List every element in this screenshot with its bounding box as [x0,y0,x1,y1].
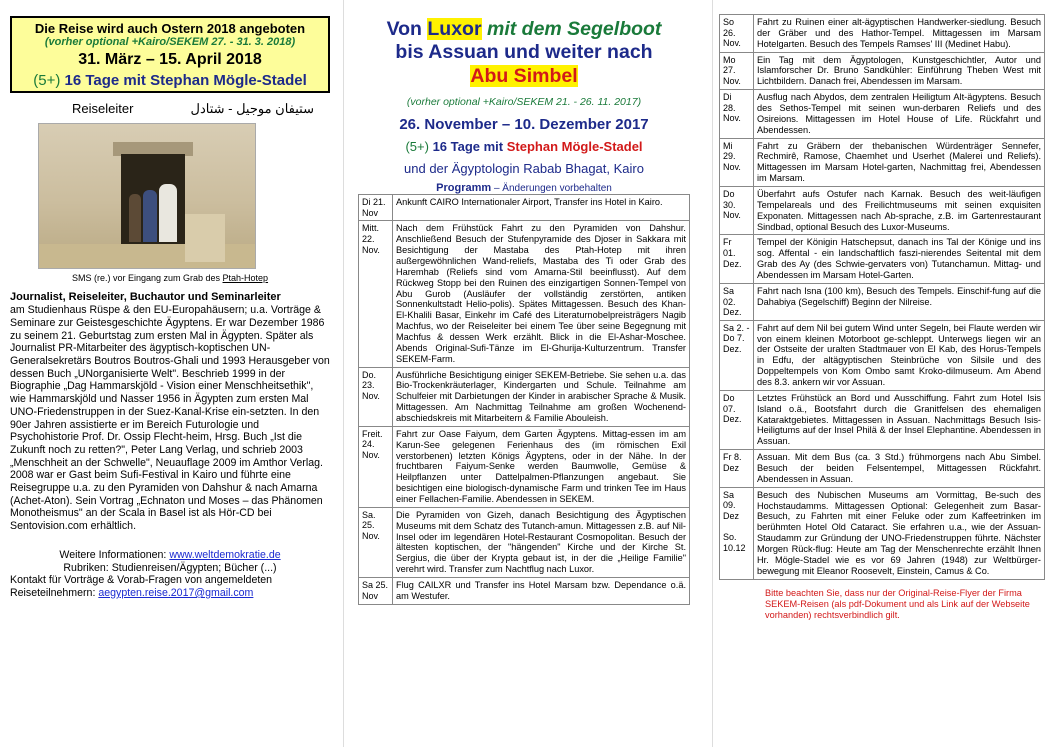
schedule-text: Fahrt zu Ruinen einer alt-ägyptischen Handwerker-siedlung. Besuch der Gräber und des Hathor-Tempel. Mittagessen im Marsam Hotelgarten. Besuch des Tempels Ramses' III (Medinet Habu). [754,15,1045,53]
schedule-date: Di 28. Nov. [720,90,754,138]
egyptologist-line: und der Ägyptologin Rabab Bhagat, Kairo [404,161,644,177]
schedule-row [720,52,1045,90]
schedule-row [359,221,690,367]
schedule-row [720,320,1045,390]
schedule-date: Freit. 24. Nov. [359,426,393,507]
schedule-row [359,578,690,605]
promo-optional: (vorher optional +Kairo/SEKEM 27. - 31. 3. 2018) [44,36,296,48]
schedule-date: Sa 02. Dez. [720,283,754,320]
contact-email-link[interactable]: aegypten.reise.2017@gmail.com [98,586,254,599]
easter-promo-box [10,16,330,93]
bio-text: am Studienhaus Rüspe & den EU-Europahäusern; u.a. Vorträge & Seminare zur Geistesgeschichte Ägyptens. Er war Dezember 1986 zu seinem 21. Geburtstag zum ersten Mal in Ägypten. Später als Journalist PR-Mitarbeiter des ägyptisch-koptischen UN-Generalsekretärs Boutros Boutros-Ghali und 1993 Herausgeber von dessen Buch „UNorganisierte Welt". Beschrieb 1999 in der Biographie „Dag Hammarskjöld - Vision einer Menschheitsethik", wie Hammarskjöld und Nasser 1956 in Ägypten zum ersten Mal UNO-Friedenstruppen in der Suez-Kanal-Krise ein-setzten. In den 90er Jahren assistierte er im Bereich Futurologie und Psychohistorie Prof. Dr. Ossip Flecht-heim, Hrsg. Buch „Ist die Zukunft noch zu retten?", Peter Lang Verlag, und schrieb 2003 „Menschheit an der Schwelle", Neuauflage 2009 im Amthor Verlag. [10,304,330,469]
promo-days-text: 16 Tage mit Stephan Mögle-Stadel [64,72,307,89]
schedule-date: Mi 29. Nov. [720,138,754,186]
title-line-2: bis Assuan und weiter nach [395,41,653,64]
schedule-row [720,487,1045,579]
info-rubriken: Rubriken: Studienreisen/Ägypten; Bücher (...) [63,561,277,574]
schedule-row [720,187,1045,235]
tomb-entrance-photo [38,123,256,269]
promo-days [14,72,326,89]
schedule-row [720,450,1045,488]
schedule-text: Fahrt auf dem Nil bei gutem Wind unter Segeln, bei Flaute werden wir von einem kleinen Motorboot ge-schleppt. Unterwegs liegen wir an der Ostseite der uralten Stadtmauer von El Kab, des Horus-Tempels in Edfu, der altägyptischen Steinbrüche von Silsile und des Doppeltempels von Kom Ombo samt Kroko-dilmuseum. Am Abend des 8.3. ankern wir vor Assuan. [754,320,1045,390]
schedule-text: Ausführliche Besichtigung einiger SEKEM-Betriebe. Sie sehen u.a. das Bio-Trockenkräuterlager, Kindergarten und Schule. Teilnahme am Schulfeier mit Darbietungen der Kinder in arabischer Sprache & Musik. Mittagessen. Am Nachmittag Teilnahme am großen Wochenend-abschiedskreis mit Mitarbeitern & Familie Abouleish. [393,367,690,426]
biography [10,291,330,533]
schedule-text: Überfahrt aufs Ostufer nach Karnak. Besuch des weit-läufigen Tempelareals und des Freilichtmuseums mit seinen exquisiten Exponaten. Mittagessen nach Ab-sprache, z.B. im Gartenrestaurant Sindbad, optional Besuch des Luxor-Museums. [754,187,1045,235]
programm-heading: Programm – Änderungen vorbehalten [436,182,612,195]
schedule-date: Do 30. Nov. [720,187,754,235]
schedule-date: Sa 25. Nov [359,578,393,605]
schedule-text: Tempel der Königin Hatschepsut, danach ins Tal der Könige und ins sog. Affental - ein landschaftlich faszi-nierendes Seitental mit dem Grab des Ay (des Schwie-gervaters von) Tutanchamun. Mittag- und Abendessen im Marsam Hotel-Garten. [754,235,1045,283]
leader-label: Reiseleiter [72,101,134,116]
website-link[interactable]: www.weltdemokratie.de [169,548,281,561]
title-luxor: Luxor [427,18,482,40]
schedule-text: Ein Tag mit dem Ägyptologen, Kunstgeschichtler, Autor und Islamforscher Dr. Bruno Sandkühler: Einführung Theben West mit Lichtbildern. Danach frei, Abendessen im Marsam. [754,52,1045,90]
schedule-row [720,235,1045,283]
schedule-date: Di 21. Nov [359,195,393,221]
promo-dates: 31. März – 15. April 2018 [78,51,262,68]
schedule-row [720,15,1045,53]
schedule-row [720,283,1045,320]
schedule-date: Mo 27. Nov. [720,52,754,90]
promo-headline: Die Reise wird auch Ostern 2018 angeboten [34,21,306,36]
contact-info [10,549,330,600]
tour-leader-line [72,101,314,117]
schedule-row [720,390,1045,449]
photo-caption: SMS (re.) vor Eingang zum Grab des Ptah-Hotep [71,273,269,283]
schedule-text: Die Pyramiden von Gizeh, danach Besichtigung des Ägyptischen Museums mit dem Schatz des Tutanch-amun. Mittagessen z.B. auf Nil-Insel oder im legendären Hotel-Restaurant Cosmopolitan. Besuch der ältesten koptischen, der "hängenden" Kirche und der Kirche St. Sergius, die über der Krypta gebaut ist, in der die „Heilige Familie" verehrt wird. Transfer zum Nachtflug nach Luxor. [393,507,690,577]
promo-days-prefix: (5+) [33,72,61,89]
schedule-date: Do 07. Dez. [720,390,754,449]
trip-dates: 26. November – 10. Dezember 2017 [399,116,649,134]
schedule-date: Fr 01. Dez. [720,235,754,283]
schedule-text: Assuan. Mit dem Bus (ca. 3 Std.) frühmorgens nach Abu Simbel. Besuch der beiden Felsentempel, Mittagessen Rückfahrt. Abendessen in Assuan. [754,450,1045,488]
schedule-date: Sa. 25. Nov. [359,507,393,577]
legal-notice: Bitte beachten Sie, dass nur der Original-Reise-Flyer der Firma SEKEM-Reisen (als pdf-Dokument und als Link auf der Webseite vorhanden) rechtsverbindlich gilt. [765,587,1030,620]
leader-arabic-name: ستيفان موجيل - شتادل [190,101,314,116]
schedule-date: Mitt. 22. Nov. [359,221,393,367]
schedule-text: Fahrt zu Gräbern der thebanischen Würdenträger Sennefer, Rechmirê, Ramose, Chaemhet und Userhet (Malerei und Reliefs). Mittagessen im Marsam Hotel-garten, Nachmittag frei, Abendessen im Marsam. [754,138,1045,186]
schedule-text: Nach dem Frühstück Fahrt zu den Pyramiden von Dahshur. Anschließend Besuch der Stufenpyramide des Djoser in Sakkara mit Besichtigung der Mastaba des Ptah-Hotep mit ihren außergewöhnlichen Wand-reliefs, Mastaba des Ti oder Grab des Haremhab (Reliefs sind vom Amarna-Stil beeinflusst). Auf dem Rückweg Stopp bei den Ruinen des einzigartigen Sonnen-Tempel von Abu Gurob (Ausläufer der vollständig zerstörten, antiken Sonnenkultstadt Helio-polis). Spätes Mittagessen. Besuch des Khan-El-Khalili Basar, Einkehr im Café des Literaturnobelpreisträgers Nagib Machfus, wo der Reiseleiter bei einem Tee über seine Begegnung mit Machfus & dessen Werk erzählt. Blick in die El-Ashar-Moschee. Abends Original-Sufi-Tänze im El-Ghurija-Kulturzentrum. Transfer SEKEM-Farm. [393,221,690,367]
schedule-text: Letztes Frühstück an Bord und Ausschiffung. Fahrt zum Hotel Isis Island o.ä., Bootsfahrt durch die Granitfelsen des ehemaligen Kataraktgebietes. Mittagessen in Assuan. Nachmittags Besuch Isis-Heiligtums auf der Insel Philä & der Insel Elephantine. Abendessen in Assuan. [754,390,1045,449]
schedule-row [359,195,690,221]
schedule-date: Sa 2. - Do 7. Dez. [720,320,754,390]
schedule-text: Ausflug nach Abydos, dem zentralen Heiligtum Alt-ägyptens. Besuch des Sethos-Tempel mit seinen wun-derbaren Reliefs und des Osireions. Mittagessen im Hotel House of Life. Rückfahrt und Abendessen. [754,90,1045,138]
schedule-date: So 26. Nov. [720,15,754,53]
contact-text: Kontakt für Vorträge & Vorab-Fragen von angemeldeten Reiseteilnehmern: [10,574,273,599]
middle-column [343,0,698,747]
schedule-text: Fahrt nach Isna (100 km), Besuch des Tempels. Einschif-fung auf die Dahabiya (Segelschiff) Beginn der Nilreise. [754,283,1045,320]
trip-days: (5+) 16 Tage mit Stephan Mögle-Stadel [405,139,643,155]
schedule-row [720,90,1045,138]
info-label: Weitere Informationen: [59,548,167,561]
left-column [0,0,340,747]
schedule-row [359,426,690,507]
title-abu-simbel: Abu Simbel [470,64,578,87]
bio-text-2: 2008 war er Gast beim Sufi-Festival in Kairo und führte eine Reisegruppe u.a. zu den Pyramiden von Dahshur & nach Amarna (Achet-Aton). Sein Vortrag „Echnaton und Moses – das Phänomen Monotheismus" an der Scala in Basel ist als Hör-CD bei Sentovision.com erhältlich. [10,469,323,533]
schedule-text: Fahrt zur Oase Faiyum, dem Garten Ägyptens. Mittag-essen im am Karun-See gelegenen Ferienhaus des (im römischen Exil verstorbenen) letzten Königs Ägyptens, oder in der Nähe. In der fruchtbaren Faiyum-Senke werden Baumwolle, Gemüse & Heilpflanzen unter Dattelpalmen-Pflanzungen angebaut. Sie besichtigen eine biologisch-dynamische Farm und trinken Tee im Haus einer Fellachen-Familie. Abendessen in SEKEM. [393,426,690,507]
schedule-text: Flug CAILXR und Transfer ins Hotel Marsam bzw. Dependance o.ä. am Westufer. [393,578,690,605]
trip-title: Von Luxor mit dem Segelboot bis Assuan und weiter nach Abu Simbel [358,18,690,88]
schedule-date: Sa 09. Dez So. 10.12 [720,487,754,579]
schedule-row [359,507,690,577]
schedule-row [359,367,690,426]
right-column [712,0,1055,747]
schedule-date: Fr 8. Dez [720,450,754,488]
schedule-date: Do. 23. Nov. [359,367,393,426]
optional-cairo: (vorher optional +Kairo/SEKEM 21. - 26. 11. 2017) [406,96,642,109]
schedule-row [720,138,1045,186]
title-segelboot: mit dem Segelboot [486,18,662,40]
schedule-text: Ankunft CAIRO Internationaler Airport, Transfer ins Hotel in Kairo. [393,195,690,221]
schedule-table-2 [719,14,1045,580]
schedule-table-1 [358,194,690,605]
schedule-text: Besuch des Nubischen Museums am Vormittag, Be-such des Hochstaudamms. Mittagessen Optional: Gelegenheit zum Basar-Besuch, zu Fahrten mit einer Feluke oder zum Kaffeetrinken im berühmten Hotel Old Cataract. Sie erfahren u.a., wie der Assuan-Staudamm zur Gründung der UNO-Friedenstruppen führte. Nächster Morgen Rück-flug: Heute am Tag der Menschenrechte erzählt Ihnen Hr. Mögle-Stadel wie es vor 69 Jahren (1948) zur Weltbürger-bewegung mit Eleanor Roosevelt, Einstein, Camus & Co. [754,487,1045,579]
bio-headline: Journalist, Reiseleiter, Buchautor und Seminarleiter [10,291,281,303]
